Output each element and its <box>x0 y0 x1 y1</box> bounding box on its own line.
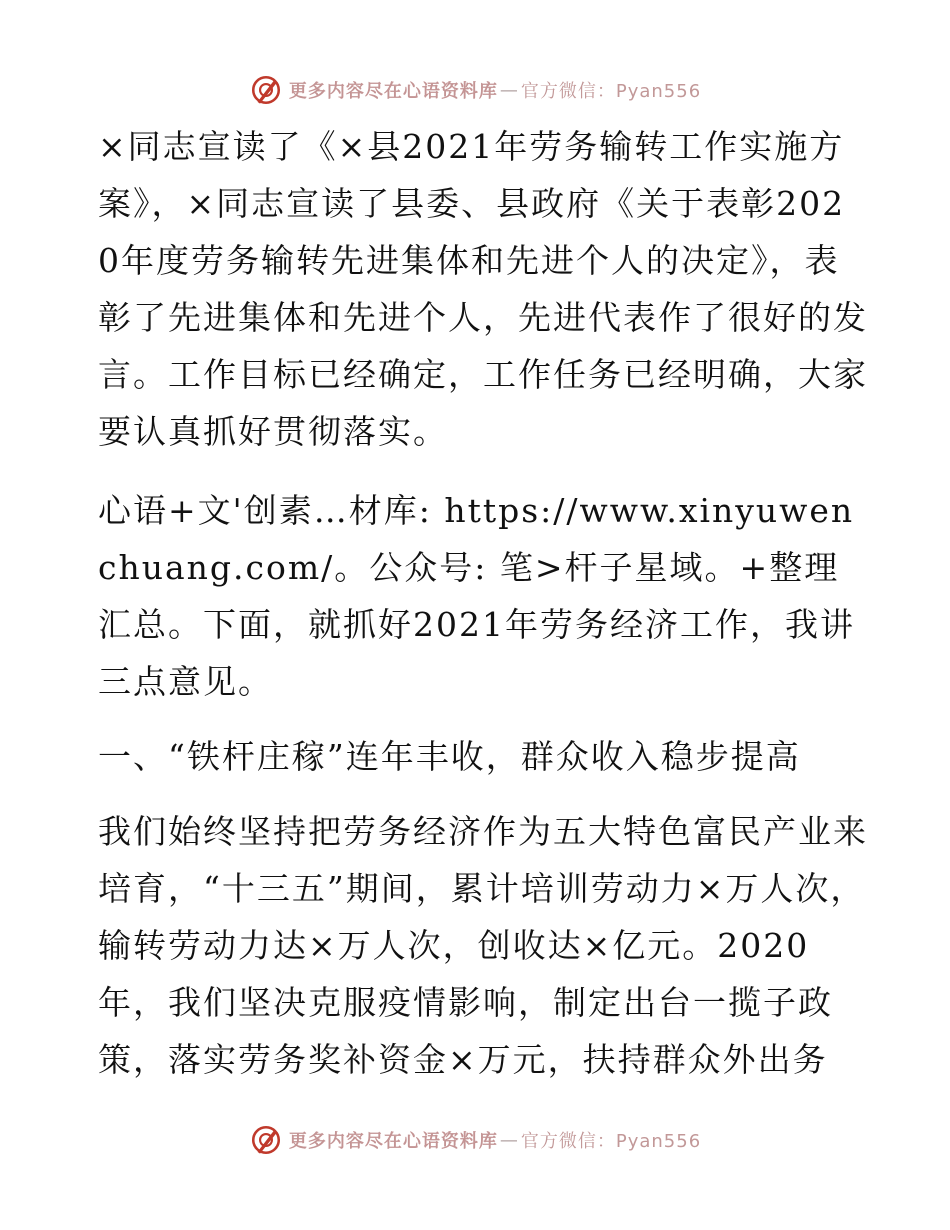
banner-contact: 官方微信：Pyan556 <box>520 81 702 102</box>
pen-logo-icon <box>249 73 283 107</box>
banner-separator: — <box>499 1129 519 1151</box>
paragraph-2: 心语+文'创素…材库: https://www.xinyuwenchuang.com/。公众号: 笔>杆子星域。+整理汇总。下面，就抓好2021年劳务经济工作，我讲三点意见。 <box>98 491 855 701</box>
document-body <box>98 118 868 1106</box>
banner-text: 更多内容尽在心语资料库 <box>288 81 498 102</box>
banner-separator: — <box>499 79 519 101</box>
banner-contact: 官方微信：Pyan556 <box>520 1131 702 1152</box>
footer-watermark-banner <box>0 1120 950 1160</box>
paragraph-1: ×同志宣读了《×县2021年劳务输转工作实施方案》，×同志宣读了县委、县政府《关于表彰2020年度劳务输转先进集体和先进个人的决定》，表彰了先进集体和先进个人，先进代表作了很好的发言。工作目标已经确定，工作任务已经明确，大家要认真抓好贯彻落实。 <box>98 127 868 451</box>
section-heading-1: 一、“铁杆庄稼”连年丰收，群众收入稳步提高 <box>98 737 801 776</box>
header-watermark-banner <box>0 70 950 110</box>
banner-text: 更多内容尽在心语资料库 <box>288 1131 498 1152</box>
paragraph-3: 我们始终坚持把劳务经济作为五大特色富民产业来培育，“十三五”期间，累计培训劳动力×万人次，输转劳动力达×万人次，创收达×亿元。2020年，我们坚决克服疫情影响，制定出台一揽子政策，落实劳务奖补资金×万元，扶持群众外出务 <box>98 812 868 1079</box>
pen-logo-icon <box>249 1123 283 1157</box>
